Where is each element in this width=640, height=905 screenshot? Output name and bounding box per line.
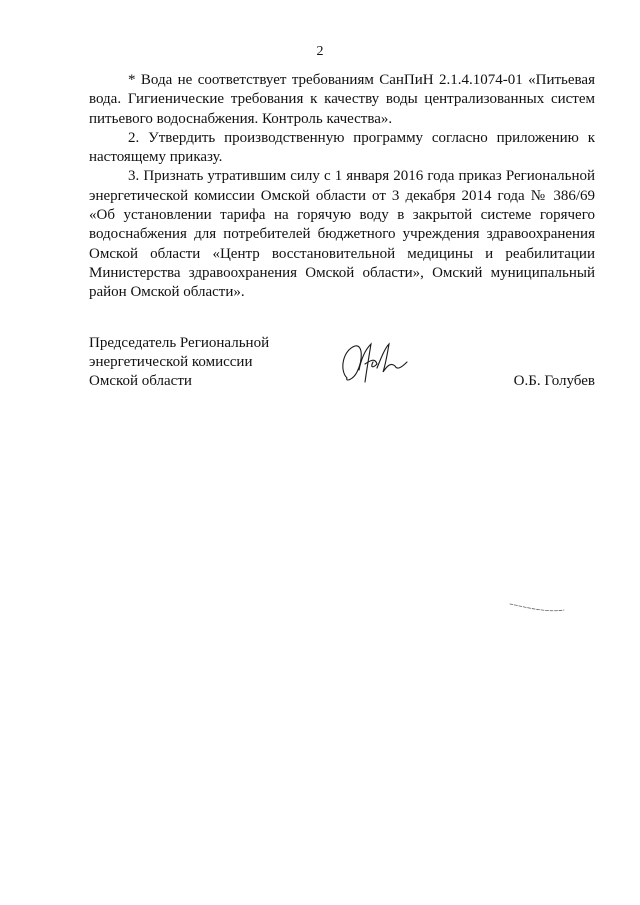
footnote-paragraph: * Вода не соответствует требованиям СанПиН 2.1.4.1074-01 «Питьевая вода. Гигиенические требования к качеству воды централизованных систем питьевого водоснабжения. Контроль качества». <box>89 72 595 127</box>
handwritten-signature <box>337 338 417 388</box>
page-number: 2 <box>316 44 324 59</box>
approval-paragraph: 2. Утвердить производственную программу согласно приложению к настоящему приказу. <box>89 129 595 166</box>
document-body <box>89 71 595 303</box>
margin-scribble <box>508 600 566 614</box>
signatory-name: О.Б. Голубев <box>513 373 595 389</box>
signatory-title-line: энергетической комиссии <box>89 354 253 370</box>
signatory-title-line: Председатель Региональной <box>89 335 270 351</box>
repeal-paragraph: 3. Признать утратившим силу с 1 января 2016 года приказ Региональной энергетической комиссии Омской области от 3 декабря 2014 года № 386/69 «Об установлении тарифа на горячую воду в закрытой системе горячего водоснабжения для потребителей бюджетного учреждения здравоохранения Омской области «Центр восстановительной медицины и реабилитации Министерства здравоохранения Омской области», Омский муниципальный район Омской области». <box>89 168 595 301</box>
signatory-title-line: Омской области <box>89 373 192 389</box>
